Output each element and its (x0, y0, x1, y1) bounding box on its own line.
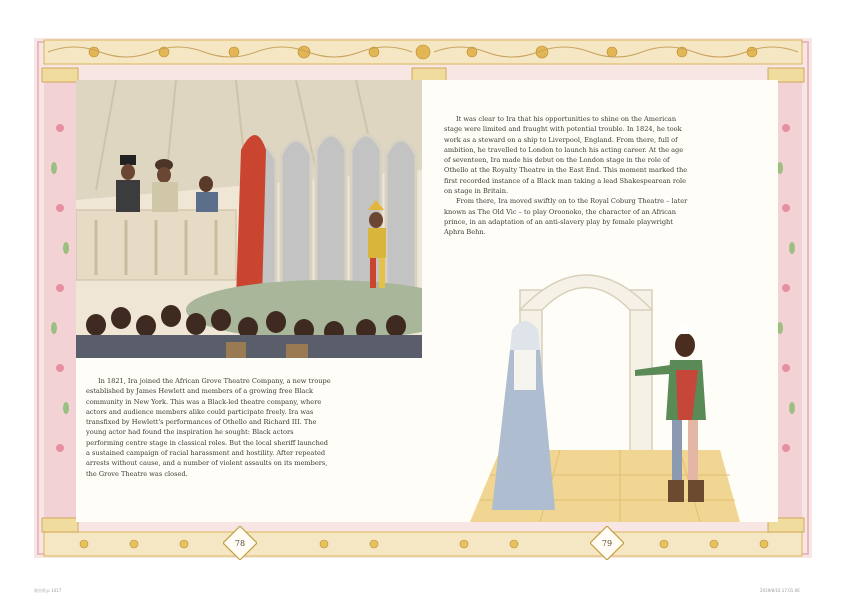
paragraph: From there, Ira moved swiftly on to the Royal Coburg Theatre – later known as The Old Vic – to play Oroonoko, the character of an African prince, in an adaptation of an anti-slavery play by female playwright Aphra Behn. (444, 197, 688, 237)
paragraph: In 1821, Ira joined the African Grove Theatre Company, a new troupe established by James Hewlett and members of a growing free Black community in New York. This was a Black-led theatre company, where actors and audience members alike could participate freely. Ira was transfixed by Hewlett's performances of Othello and Richard III. The young actor had found the inspiration he sought: Black actors performing centre stage in classical roles. But the local sheriff launched a sustained campaign of racial harassment and hostility. After repeated arrests without cause, and a number of violent assaults on its members, the Grove Theatre was closed. (86, 377, 331, 478)
stage-scene-illustration (470, 250, 740, 522)
page-number-text: 79 (601, 538, 613, 548)
print-slug-right: 2019/8/16 17:01.06 (760, 588, 800, 593)
paragraph: It was clear to Ira that his opportunities to shine on the American stage were limited and fraught with potential trouble. In 1824, he took work as a steward on a ship to Liverpool, England. From there, full of ambition, he travelled to London to launch his acting career. At the age of seventeen, Ira made his debut on the London stage in the role of Othello at the Royalty Theatre in the East End. This moment marked the first recorded instance of a Black man taking a lead Shakespearean role on stage in Britain. (444, 115, 688, 196)
left-page-text (86, 376, 331, 479)
right-page-text (444, 114, 688, 238)
page-number-text: 78 (234, 538, 246, 548)
page-number-right (590, 526, 624, 560)
print-slug-left: 准由装.p 1417 (34, 588, 62, 593)
theatre-illustration (76, 80, 422, 358)
page-number-left (223, 526, 257, 560)
